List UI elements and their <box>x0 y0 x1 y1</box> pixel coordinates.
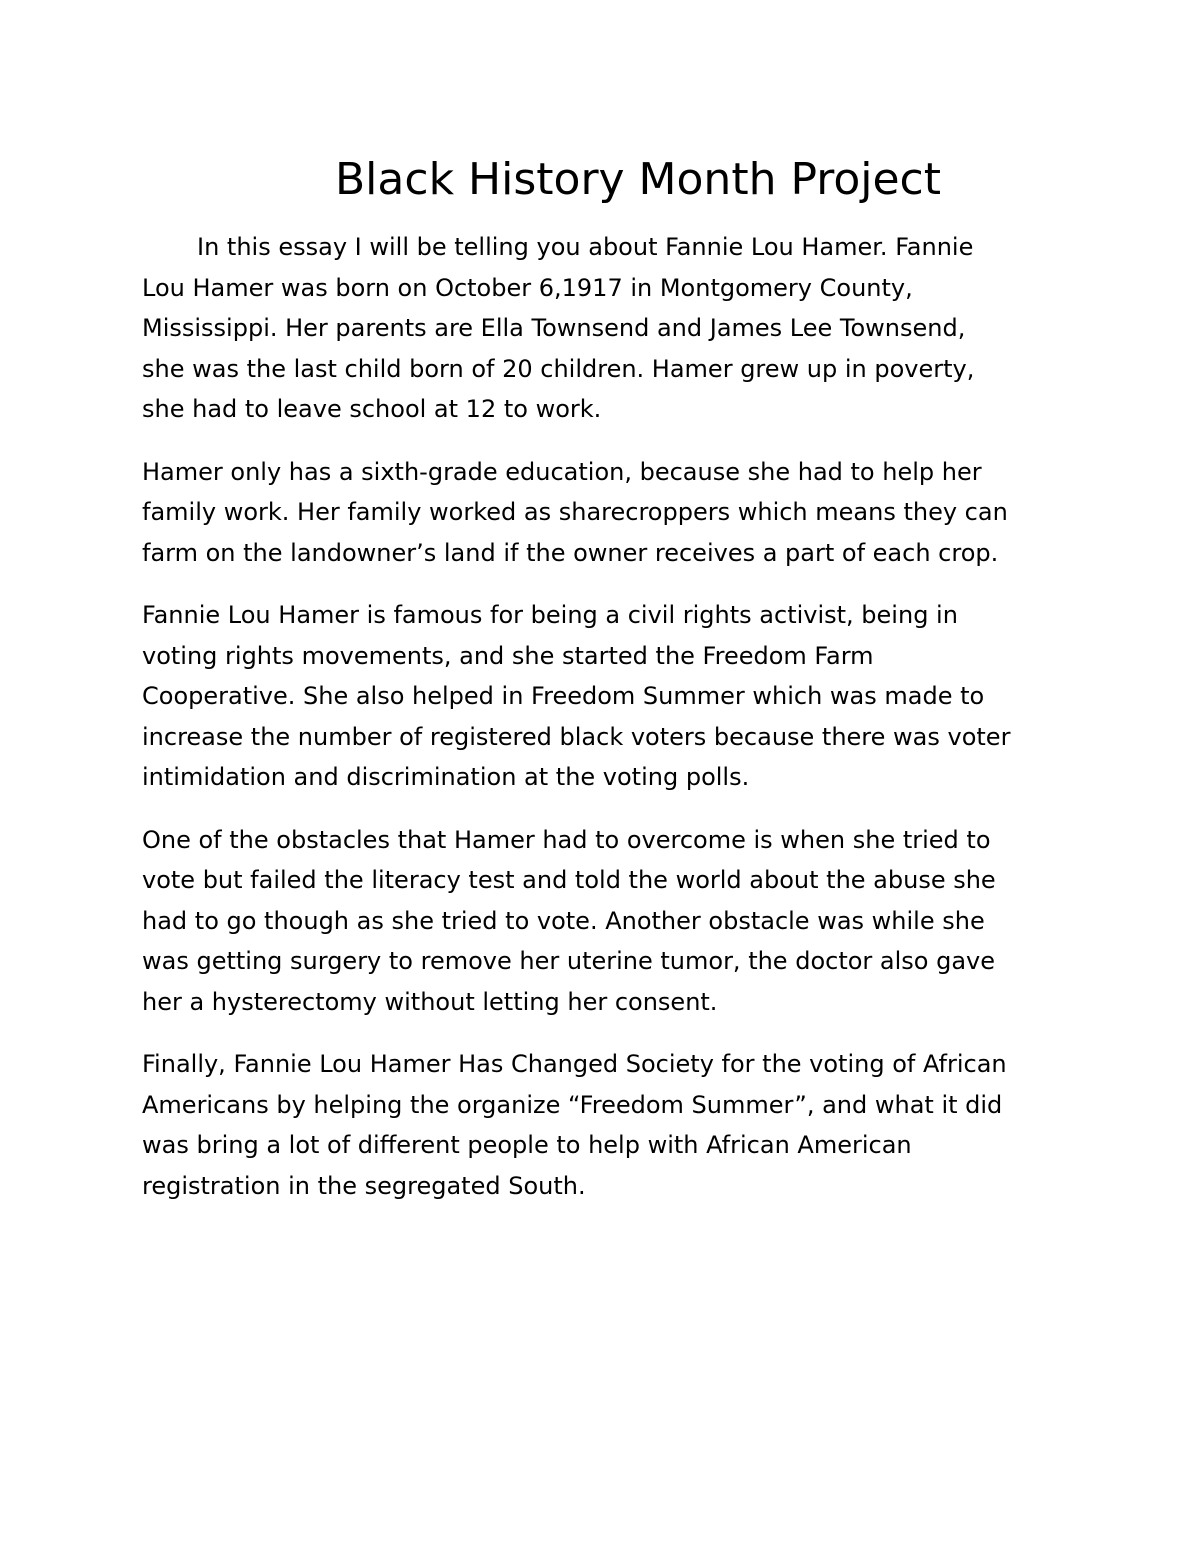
paragraph-education <box>142 452 1062 574</box>
paragraph-line: family work. Her family worked as sharecroppers which means they can <box>142 498 1008 526</box>
paragraph-line: Fannie Lou Hamer is famous for being a civil rights activist, being in <box>142 601 958 629</box>
paragraph-line: was getting surgery to remove her uterine tumor, the doctor also gave <box>142 947 996 975</box>
paragraph-line: Lou Hamer was born on October 6,1917 in Montgomery County, <box>142 273 913 302</box>
paragraph-line: she had to leave school at 12 to work. <box>142 395 602 423</box>
paragraph-line: she was the last child born of 20 children. Hamer grew up in poverty, <box>142 354 975 383</box>
paragraph-intro <box>142 227 1062 430</box>
paragraph-line: Finally, Fannie Lou Hamer Has Changed Society for the voting of African <box>142 1050 1007 1078</box>
paragraph-line: Americans by helping the organize “Freedom Summer”, and what it did <box>142 1090 1003 1119</box>
paragraph-activism <box>142 595 1062 798</box>
paragraph-line: Hamer only has a sixth-grade education, because she had to help her <box>142 457 982 486</box>
paragraph-line: One of the obstacles that Hamer had to overcome is when she tried to <box>142 825 991 854</box>
paragraph-line: was bring a lot of different people to help with African American <box>142 1131 912 1159</box>
page-title: Black History Month Project <box>335 154 941 205</box>
paragraph-line: Mississippi. Her parents are Ella Townsend and James Lee Townsend, <box>142 314 966 342</box>
paragraph-line: intimidation and discrimination at the voting polls. <box>142 763 750 791</box>
paragraph-line: her a hysterectomy without letting her consent. <box>142 987 718 1016</box>
paragraph-line: had to go though as she tried to vote. Another obstacle was while she <box>142 906 985 935</box>
paragraph-conclusion <box>142 1044 1062 1206</box>
paragraph-line: farm on the landowner’s land if the owner receives a part of each crop. <box>142 538 999 567</box>
paragraph-line: increase the number of registered black voters because there was voter <box>142 722 1011 751</box>
paragraph-line: vote but failed the literacy test and told the world about the abuse she <box>142 866 996 894</box>
paragraph-obstacles <box>142 820 1062 1023</box>
paragraph-line: voting rights movements, and she started the Freedom Farm <box>142 641 874 670</box>
paragraph-line: Cooperative. She also helped in Freedom Summer which was made to <box>142 682 985 710</box>
paragraph-line: In this essay I will be telling you about Fannie Lou Hamer. Fannie <box>197 233 974 261</box>
essay-body <box>142 227 1062 1228</box>
paragraph-line: registration in the segregated South. <box>142 1171 586 1200</box>
